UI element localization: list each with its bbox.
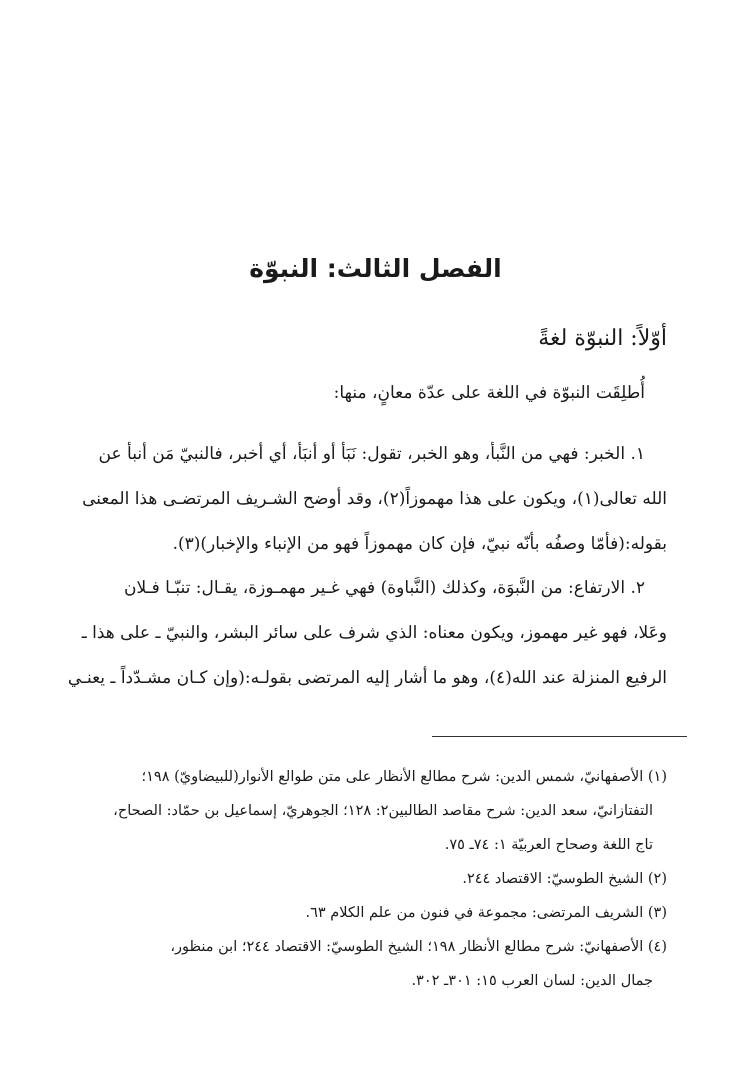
footnote-1 bbox=[66, 760, 667, 862]
footnote-2 bbox=[66, 862, 667, 896]
footnote-3 bbox=[66, 896, 667, 930]
paragraph-line bbox=[66, 432, 667, 477]
section-intro bbox=[66, 383, 667, 403]
footnote-line: التفتازانيّ، سعد الدين: شرح مقاصد الطالبين٢: ١٢٨؛ الجوهريّ، إسماعيل بن حمّاد: الصحاح، bbox=[113, 803, 653, 819]
paragraph-line: الله تعالى(١)، ويكون على هذا مهموزاً(٢)، وقد أوضح الشـريف المرتضـى هذا المعنى bbox=[82, 489, 667, 509]
footnotes bbox=[66, 760, 667, 998]
footnote-line: جمال الدين: لسان العرب ١٥: ٣٠١ـ ٣٠٢. bbox=[411, 973, 653, 989]
footnote-line: (٤) الأصفهانيّ: شرح مطالع الأنظار ١٩٨؛ الشيخ الطوسيّ: الاقتصاد ٢٤٤؛ ابن منظور، bbox=[170, 939, 667, 955]
footnote-divider bbox=[432, 736, 687, 737]
chapter-title: الفصل الثالث: النبوّة bbox=[249, 254, 502, 283]
footnote-line: (١) الأصفهانيّ، شمس الدين: شرح مطالع الأنظار على متن طوالع الأنوار(للبيضاويّ) ١٩٨؛ bbox=[141, 769, 667, 785]
intro-text: أُطلِقَت النبوّة في اللغة على عدّة معانٍ، منها: bbox=[333, 383, 645, 403]
footnote-line: (٢) الشيخ الطوسيّ: الاقتصاد ٢٤٤. bbox=[462, 871, 667, 887]
paragraph-2 bbox=[66, 566, 667, 701]
section-heading: أوّلاً: النبوّة لغةً bbox=[538, 326, 667, 351]
paragraph-line bbox=[66, 566, 667, 611]
footnote-line: (٣) الشريف المرتضى: مجموعة في فنون من علم الكلام ٦٣. bbox=[305, 905, 667, 921]
paragraph-line-text: ١. الخبر: فهي من النَّبأ، وهو الخبر، تقول: نَبَأ أو أنبَأ، أي أخبر، فالنبيّ مَن أنبأ عن bbox=[98, 444, 645, 464]
footnote-4 bbox=[66, 930, 667, 998]
paragraph-line: وعَلا، فهو غير مهموز، ويكون معناه: الذي شرف على سائر البشر، والنبيّ ـ على هذا ـ bbox=[81, 623, 667, 643]
paragraph-line: بقوله:(فأمّا وصفُه بأنّه نبيّ، فإن كان مهموزاً فهو من الإنباء والإخبار)(٣). bbox=[172, 534, 667, 554]
paragraph-1 bbox=[66, 432, 667, 567]
footnote-line: تاج اللغة وصحاح العربيّة ١: ٧٤ـ ٧٥. bbox=[444, 837, 653, 853]
paragraph-line: الرفيع المنزلة عند الله(٤)، وهو ما أشار إليه المرتضى بقولـه:(وإن كـان مشـدّداً ـ يعنـي bbox=[67, 668, 667, 688]
paragraph-line-text: ٢. الارتفاع: من النَّبوَة، وكذلك (النَّباوة) فهي غـير مهمـوزة، يقـال: تنبّـا فـلان bbox=[124, 578, 645, 598]
